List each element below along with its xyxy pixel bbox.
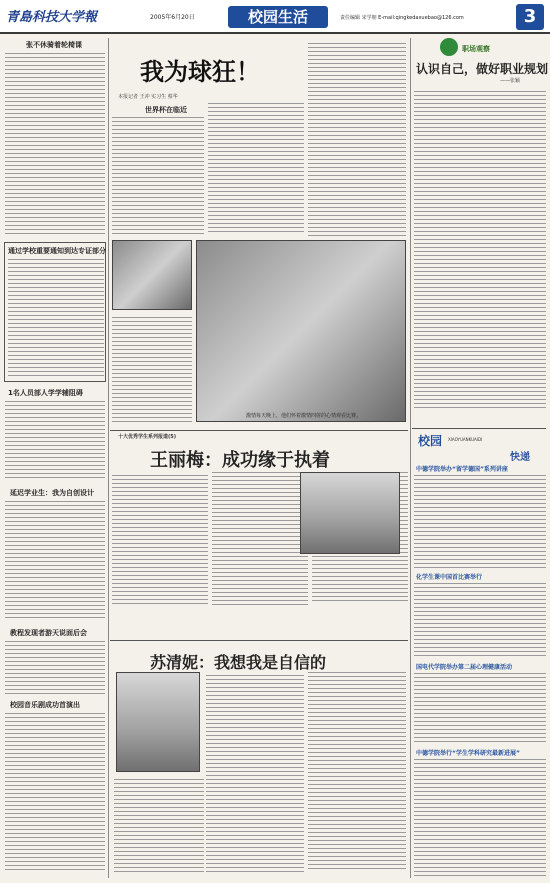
section-title: 校园生活 (228, 6, 328, 28)
series-headline-b: 苏清妮：我想我是自信的 (150, 653, 327, 672)
sidebar-label: 校园 (418, 434, 443, 448)
series-photo-a (300, 472, 400, 554)
series-body-b (206, 672, 406, 876)
page-number: 3 (516, 4, 544, 30)
main-story-body (308, 40, 406, 238)
issue-date: 2005年6月20日 (150, 14, 195, 21)
career-headline: 认识自己，做好职业规划 (416, 62, 549, 76)
sidebar-item-body (414, 472, 546, 568)
series-photo-b (116, 672, 200, 772)
series-headline-a: 王丽梅：成功缘于执着 (150, 450, 330, 471)
main-story-photo-large (196, 240, 406, 422)
section-divider (412, 428, 546, 429)
newspaper-brand: 青島科技大学報 (6, 10, 98, 25)
left-story-title: 校园音乐剧成功首演出 (10, 701, 80, 709)
left-story-body (5, 50, 105, 236)
section-divider (110, 430, 408, 431)
left-story-body (8, 256, 104, 380)
sidebar-label-quick: 快递 (510, 452, 530, 463)
main-story-body (208, 100, 304, 234)
section-divider (110, 640, 408, 641)
left-story-title: 1名人员部人学学辅阻碍 (8, 389, 83, 397)
left-story-body (5, 638, 105, 694)
left-story-title: 教程发现者游天说面后会 (10, 629, 87, 637)
column-rule (108, 38, 109, 878)
left-story-body (5, 498, 105, 622)
column-rule (410, 428, 411, 878)
career-body (414, 88, 546, 422)
sidebar-item-body (414, 670, 546, 742)
left-story-body (5, 710, 105, 876)
editor-info: 责任编辑 宋学朋 E-mail:qingkedaxuebao@126.com (340, 15, 464, 21)
sidebar-item-body (414, 580, 546, 656)
pull-quote: 世界杯在临近 (145, 106, 187, 114)
sidebar-item-title: 中德学院举行“学生学科研究最新进展” (416, 750, 520, 757)
school-logo-icon (440, 38, 458, 56)
sidebar-item-title: 中德学院举办“留学德国”系列讲座 (416, 466, 508, 473)
left-story-title: 通过学校重要通知到达专证部分 (8, 247, 106, 255)
main-story-photo-small (112, 240, 192, 310)
main-story-body (112, 314, 192, 422)
main-byline: 本报记者 王冲 实习生 蔡华 (118, 94, 178, 100)
sidebar-item-body (414, 756, 546, 876)
sidebar-label-sub: XIAOYUANKUAIDI (448, 437, 483, 442)
series-body-b (114, 776, 204, 876)
career-author: ——张颖 (500, 78, 521, 84)
left-story-title: 延迟学业生：我为自创设计 (10, 489, 94, 497)
series-banner: 十大优秀学生系列报道(5) (118, 434, 177, 440)
sidebar-item-title: 化学生课中国首比赛举行 (416, 574, 483, 581)
column-label: 职场观察 (462, 45, 490, 53)
left-story-title: 张不休骑着轮椅课 (26, 41, 82, 49)
column-rule (410, 38, 411, 428)
main-story-body (112, 114, 204, 234)
sidebar-item-title: 国电代学院举办第二届心理健康活动 (416, 664, 513, 671)
main-headline: 我为球狂！ (140, 58, 260, 86)
left-story-body (5, 398, 105, 482)
photo-caption: 激情每天晚上，他们怀着激情四射的心情观看比赛。 (246, 413, 362, 419)
